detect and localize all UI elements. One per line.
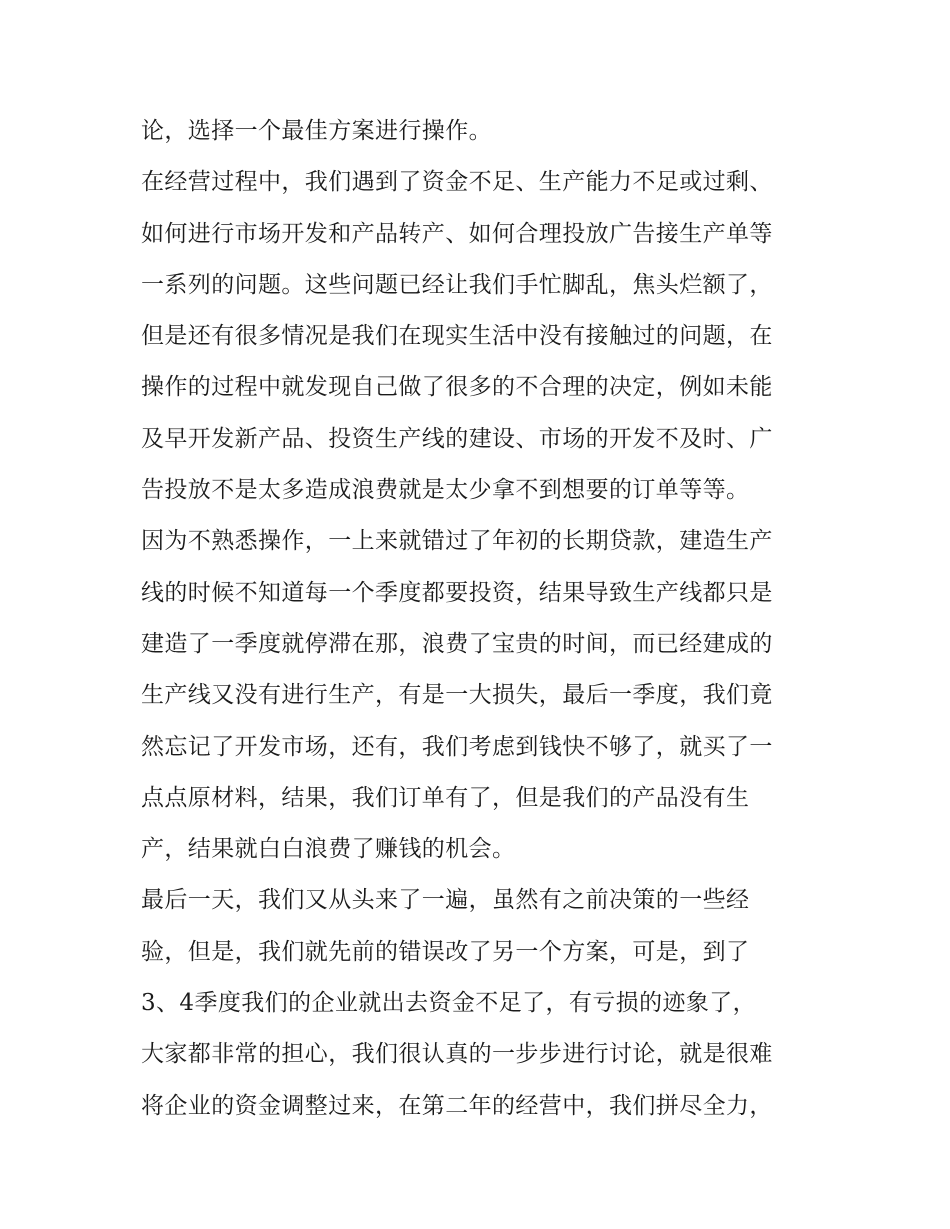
text-line: 大家都非常的担心，我们很认真的一步步进行讨论，就是很难	[141, 1041, 773, 1068]
text-line: 将企业的资金调整过来，在第二年的经营中，我们拼尽全力，	[141, 1092, 773, 1119]
text-line: 点点原材料，结果，我们订单有了，但是我们的产品没有生	[141, 784, 750, 811]
text-line: 论，选择一个最佳方案进行操作。	[141, 118, 492, 144]
text-line: 操作的过程中就发现自己做了很多的不合理的决定，例如未能	[141, 374, 773, 401]
text-line: 及早开发新产品、投资生产线的建设、市场的开发不及时、广	[141, 425, 773, 452]
body-text	[141, 106, 821, 1132]
text-line: 3、4季度我们的企业就出去资金不足了，有亏损的迹象了，	[141, 990, 757, 1017]
text-line: 生产线又没有进行生产，有是一大损失，最后一季度，我们竟	[141, 682, 773, 709]
text-line: 最后一天，我们又从头来了一遍，虽然有之前决策的一些经	[141, 887, 750, 914]
text-line: 产，结果就白白浪费了赚钱的机会。	[141, 836, 516, 863]
text-line: 验，但是，我们就先前的错误改了另一个方案，可是，到了	[141, 938, 750, 965]
text-line: 一系列的问题。这些问题已经让我们手忙脚乱，焦头烂额了，	[141, 271, 773, 298]
text-line: 然忘记了开发市场，还有，我们考虑到钱快不够了，就买了一	[141, 733, 773, 760]
text-line: 但是还有很多情况是我们在现实生活中没有接触过的问题，在	[141, 323, 773, 350]
text-line: 线的时候不知道每一个季度都要投资，结果导致生产线都只是	[141, 579, 773, 606]
text-line: 建造了一季度就停滞在那，浪费了宝贵的时间，而已经建成的	[141, 630, 773, 657]
text-line: 因为不熟悉操作，一上来就错过了年初的长期贷款，建造生产	[141, 528, 773, 555]
text-line: 告投放不是太多造成浪费就是太少拿不到想要的订单等等。	[141, 477, 750, 504]
text-line: 在经营过程中，我们遇到了资金不足、生产能力不足或过剩、	[141, 169, 773, 196]
text-line: 如何进行市场开发和产品转产、如何合理投放广告接生产单等	[141, 220, 773, 247]
